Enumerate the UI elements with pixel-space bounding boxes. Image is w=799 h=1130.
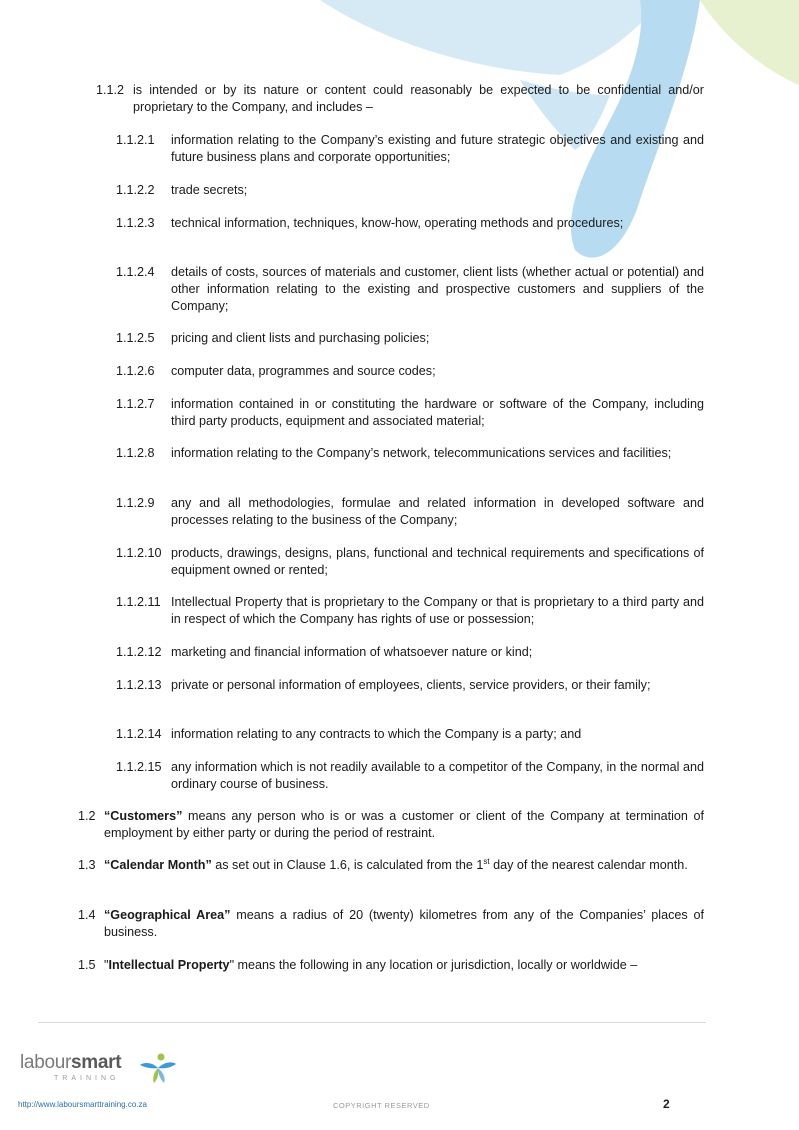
clause-1-1-2-2 (116, 182, 704, 199)
clause-number: 1.4 (78, 908, 96, 922)
clause-text: any and all methodologies, formulae and related information in developed software and processes relating to the business of the Company; (171, 496, 704, 527)
clause-number: 1.1.2 (96, 83, 125, 97)
defined-term: Intellectual Property (108, 958, 230, 972)
defined-term: “Calendar Month” (104, 858, 212, 872)
clause-text: information relating to the Company’s network, telecommunications services and facilities; (171, 446, 672, 460)
laboursmart-logo (20, 1052, 122, 1082)
clause-text (104, 957, 704, 974)
clause-number: 1.1.2.2 (116, 183, 155, 197)
footer-divider (38, 1022, 706, 1023)
clause-text (104, 808, 704, 842)
clause-1-1-2-11 (116, 594, 704, 628)
clause-number: 1.1.2.6 (116, 364, 155, 378)
clause-text: pricing and client lists and purchasing policies; (171, 331, 430, 345)
clause-text: details of costs, sources of materials and customer, client lists (whether actual or potential) and other information relating to the existing and prospective customers and suppliers of the Company; (171, 265, 704, 313)
clause-number: 1.1.2.8 (116, 446, 155, 460)
definition-text: as set out in Clause 1.6, is calculated from the 1 (211, 858, 484, 872)
logo-wordmark (20, 1052, 121, 1074)
logo-mark-icon (138, 1052, 178, 1084)
clause-number: 1.1.2.13 (116, 678, 162, 692)
clause-1-1-2-5 (116, 330, 704, 347)
clause-1-1-2-8 (116, 445, 704, 462)
page-number: 2 (663, 1097, 670, 1111)
clause-text: information relating to any contracts to which the Company is a party; and (171, 727, 582, 741)
clause-number: 1.1.2.3 (116, 216, 155, 230)
definition-text: means any person who is or was a customer or client of the Company at termination of employment by either party or during the period of restraint. (104, 809, 704, 840)
clause-1-1-2-12 (116, 644, 704, 661)
clause-1-1-2-1 (116, 132, 704, 166)
clause-text: trade secrets; (171, 183, 248, 197)
clause-1-1-2-4 (116, 264, 704, 315)
deco-green-shape (700, 0, 799, 85)
clause-text: technical information, techniques, know-how, operating methods and procedures; (171, 216, 624, 230)
logo-word-light: labour (20, 1052, 72, 1073)
clause-text: private or personal information of employees, clients, service providers, or their family; (171, 678, 651, 692)
website-link[interactable]: http://www.laboursmarttraining.co.za (18, 1100, 147, 1109)
clause-text: information relating to the Company’s existing and future strategic objectives and existing and future business plans and corporate opportunities; (171, 133, 704, 164)
clause-text: is intended or by its nature or content could reasonably be expected to be confidential and/or proprietary to the Company, and includes – (133, 83, 704, 114)
definition-text-end: day of the nearest calendar month. (489, 858, 688, 872)
clause-1-3 (78, 857, 704, 874)
clause-number: 1.1.2.1 (116, 133, 155, 147)
clause-text: information contained in or constituting the hardware or software of the Company, including third party products, equipment and associated material; (171, 397, 704, 428)
clause-1-5 (78, 957, 704, 974)
clause-text (104, 857, 704, 874)
clause-text: any information which is not readily available to a competitor of the Company, in the normal and ordinary course of business. (171, 760, 704, 791)
clause-number: 1.3 (78, 858, 96, 872)
definition-text: means a radius of 20 (twenty) kilometres from any of the Companies’ places of business. (104, 908, 704, 939)
clause-text: computer data, programmes and source codes; (171, 364, 436, 378)
clause-1-4 (78, 907, 704, 941)
clause-number: 1.1.2.11 (116, 595, 161, 609)
copyright-text: COPYRIGHT RESERVED (333, 1101, 430, 1110)
clause-1-1-2-6 (116, 363, 704, 380)
clause-number: 1.1.2.5 (116, 331, 155, 345)
clause-1-1-2 (96, 82, 704, 116)
clause-number: 1.5 (78, 958, 96, 972)
clause-number: 1.1.2.9 (116, 496, 155, 510)
logo-subtitle: TRAINING (54, 1075, 120, 1082)
clause-text: marketing and financial information of whatsoever nature or kind; (171, 645, 533, 659)
definition-text: " means the following in any location or jurisdiction, locally or worldwide – (229, 958, 638, 972)
defined-term: “Geographical Area” (104, 908, 231, 922)
clause-1-1-2-15 (116, 759, 704, 793)
quote-mark: " (104, 958, 109, 972)
clause-number: 1.1.2.15 (116, 760, 162, 774)
clause-number: 1.1.2.12 (116, 645, 162, 659)
defined-term: “Customers” (104, 809, 183, 823)
clause-number: 1.1.2.7 (116, 397, 155, 411)
deco-light-blue-shape (320, 0, 660, 75)
ordinal-superscript: st (483, 856, 490, 866)
clause-text (104, 907, 704, 941)
clause-text: Intellectual Property that is proprietary to the Company or that is proprietary to a third party and in respect of which the Company has rights of use or possession; (171, 595, 704, 626)
clause-number: 1.1.2.10 (116, 546, 162, 560)
clause-1-2 (78, 808, 704, 842)
clause-1-1-2-13 (116, 677, 704, 694)
clause-number: 1.1.2.14 (116, 727, 162, 741)
clause-1-1-2-3 (116, 215, 704, 232)
clause-text: products, drawings, designs, plans, functional and technical requirements and specifications of equipment owned or rented; (171, 546, 704, 577)
clause-1-1-2-9 (116, 495, 704, 529)
clause-number: 1.1.2.4 (116, 265, 155, 279)
clause-1-1-2-14 (116, 726, 704, 743)
logo-word-bold: smart (71, 1052, 122, 1073)
clause-number: 1.2 (78, 809, 96, 823)
clause-1-1-2-10 (116, 545, 704, 579)
clause-1-1-2-7 (116, 396, 704, 430)
